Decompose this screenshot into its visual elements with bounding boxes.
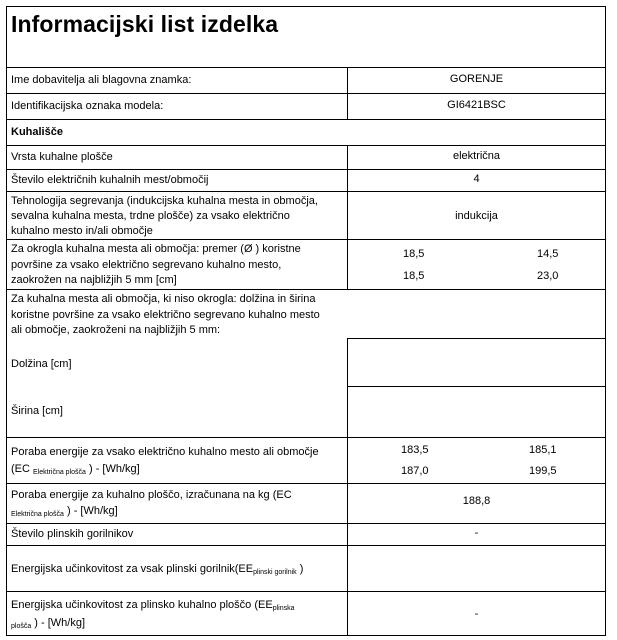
gas-hob-eff-unit: ) - [Wh/kg] [31,617,86,629]
noncircular-label-2: koristne površine za vsako električno segrevano kuhalno mesto [11,309,320,321]
diameter-label-1: Za okrogla kuhalna mesta ali območja: premer (Ø ) koristne [11,243,301,255]
diameter-label-2: površine za vsako električno segrevano kuhalno mesto, [11,259,282,271]
technology-value: indukcija [455,210,498,222]
product-info-sheet [6,6,606,636]
page-title: Informacijski list izdelka [11,11,279,37]
row-diameter [7,239,605,289]
row-hob-type [7,145,605,169]
model-value: GI6421BSC [447,99,506,111]
noncircular-label-1: Za kuhalna mesta ali območja, ki niso okrogla: dolžina in širina [11,293,316,305]
row-supplier [7,67,605,93]
gas-burners-value: - [474,527,479,539]
energy-zone-sub: Električna plošča [33,469,86,476]
row-model [7,93,605,119]
gas-eff-text: Energijska učinkovitost za vsak plinski gorilnik(EE [11,563,254,575]
noncircular-label-3: ali območje, zaokroženi na najbližjih 5 mm: [11,324,221,336]
energy-zone-label-1: Poraba energije za vsako električno kuhalno mesto ali območje [11,446,319,458]
diameter-value-2: 14,5 [537,248,559,260]
row-gas-hob-efficiency [7,591,605,636]
cell-divider [348,386,605,387]
row-gas-efficiency [7,545,605,591]
technology-label-1: Tehnologija segrevanja (indukcijska kuhalna mesta in območja, [11,195,318,207]
gas-hob-eff-sub2: plošča [11,623,32,630]
energy-zone-value-1: 183,5 [401,444,429,456]
row-energy-hob [7,483,605,523]
energy-zone-unit: ) - [Wh/kg] [85,463,140,475]
column-divider [347,145,348,289]
energy-hob-sub: Električna plošča [11,511,64,518]
gas-eff-label [11,562,303,580]
model-label: Identifikacijska oznaka modela: [11,100,164,112]
row-technology [7,191,605,239]
width-label: Širina [cm] [11,405,63,417]
diameter-value-3: 18,5 [403,270,425,282]
energy-hob-unit: ) - [Wh/kg] [63,505,118,517]
hob-type-value: električna [452,150,501,162]
energy-zone-value-4: 199,5 [529,465,557,477]
section-heading: Kuhališče [11,126,63,138]
energy-zone-value-3: 187,0 [401,465,429,477]
supplier-label: Ime dobavitelja ali blagovna znamka: [11,74,192,86]
energy-hob-value: 188,8 [462,495,491,507]
diameter-value-1: 18,5 [403,248,425,260]
row-section [7,119,605,145]
gas-hob-eff-label-2 [11,616,85,634]
row-noncircular [7,289,605,437]
column-divider [347,437,348,636]
length-width-value-cell [347,338,605,438]
gas-hob-eff-text: Energijska učinkovitost za plinsko kuhalno ploščo (EE [11,599,273,611]
gas-hob-eff-sub1: plinska [272,605,295,612]
diameter-label-3: zaokrožen na najbližjih 5 mm [cm] [11,274,177,286]
energy-zone-label-2 [11,462,140,480]
diameter-value-4: 23,0 [537,270,559,282]
row-gas-burners [7,523,605,545]
row-zones [7,169,605,191]
column-divider [347,67,348,119]
technology-label-3: kuhalno mesto in/ali območje [11,225,153,237]
gas-eff-close: ) [296,563,304,575]
gas-burners-label: Število plinskih gorilnikov [11,528,134,540]
energy-zone-ec: (EC [11,463,33,475]
gas-hob-eff-label-1 [11,598,295,616]
gas-hob-eff-value: - [474,608,479,620]
supplier-value: GORENJE [449,73,504,85]
gas-eff-sub: plinski gorilnik [253,569,297,576]
length-label: Dolžina [cm] [11,358,72,370]
row-energy-zone [7,437,605,483]
technology-label-2: sevalna kuhalna mesta, trdne plošče) za vsako električno [11,210,290,222]
zones-value: 4 [473,173,480,185]
energy-hob-label-2 [11,504,118,522]
energy-zone-value-2: 185,1 [529,444,557,456]
energy-hob-label-1: Poraba energije za kuhalno ploščo, izračunana na kg (EC [11,489,292,501]
zones-label: Število električnih kuhalnih mest/območij [11,174,209,186]
hob-type-label: Vrsta kuhalne plošče [11,151,113,163]
